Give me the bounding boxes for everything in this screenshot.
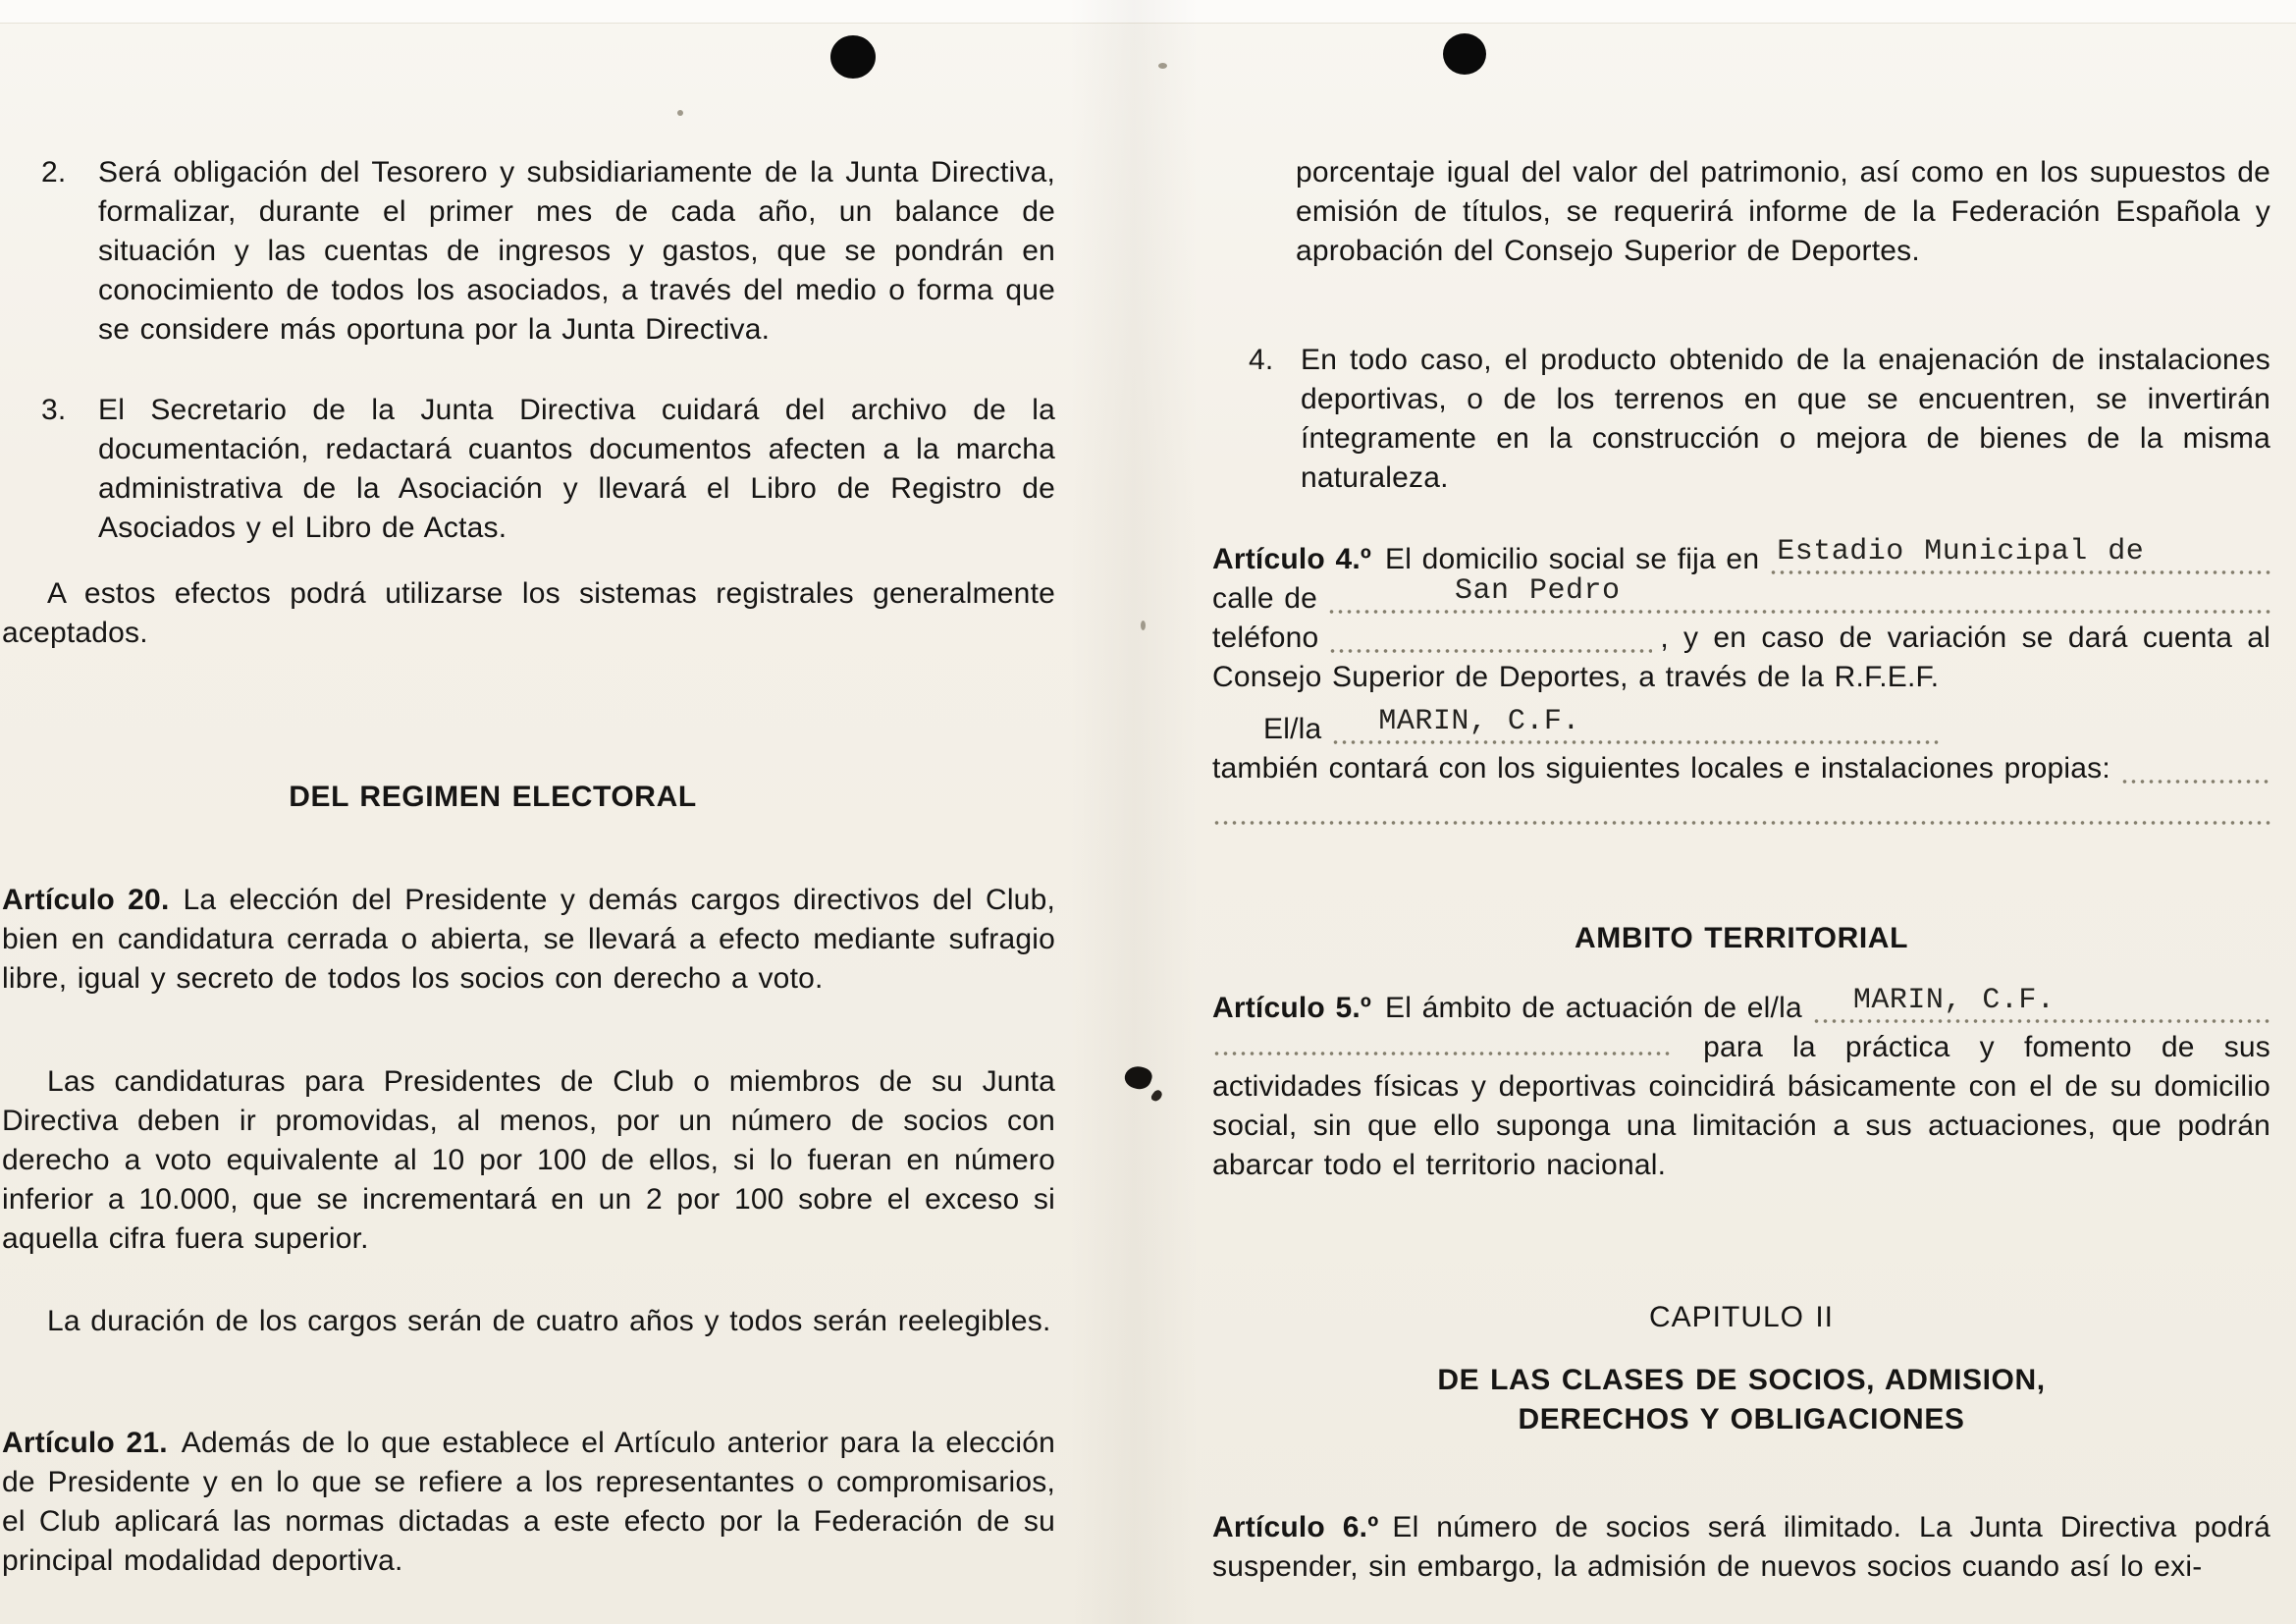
list-item-3-number: 3.	[41, 394, 67, 426]
typed-entidad: MARIN, C.F.	[1378, 705, 1580, 738]
paragraph-duracion-text: La duración de los cargos serán de cuatro años y todos serán reelegibles.	[47, 1305, 1051, 1337]
fill-field-ambito-entidad	[1812, 984, 2270, 1024]
articulo-5	[1212, 984, 2270, 1185]
scan-speck	[1158, 63, 1167, 69]
fill-field-entidad	[1331, 705, 1940, 745]
articulo-4-text: El domicilio social se fija en	[1385, 543, 1760, 575]
paragraph-candidaturas-text: Las candidaturas para Presidentes de Club o miembros de su Junta Directiva deben ir promovidas, al menos, por un número de socios con derecho a voto equivalente al 10 por 100 de ellos, si lo fueran en número inferior a 10.000, que se incrementará en un 2 por 100 sobre el exceso si aquella cifra fuera superior.	[2, 1065, 1055, 1255]
list-item-2-number: 2.	[41, 156, 67, 189]
list-item-3	[2, 391, 1055, 548]
articulo-4-line1	[1212, 535, 2270, 579]
articulo-21	[2, 1424, 1055, 1581]
heading-capitulo-2: CAPITULO II	[1648, 1301, 1835, 1333]
articulo-4-label: Artículo 4.º	[1212, 543, 1372, 575]
heading-regimen-electoral: DEL REGIMEN ELECTORAL	[289, 781, 697, 813]
fill-field-domicilio	[1769, 535, 2270, 575]
articulo-6-text: El número de socios será ilimitado. La Junta Directiva podrá suspender, sin embargo, la admisión de nuevos socios cuando así lo exi-	[1212, 1511, 2270, 1583]
paragraph-registros-text: A estos efectos podrá utilizarse los sistemas registrales generalmente aceptados.	[2, 577, 1055, 649]
heading-socios	[1212, 1361, 2270, 1439]
articulo-5-line1	[1212, 984, 2270, 1028]
articulo-5-label: Artículo 5.º	[1212, 992, 1372, 1024]
articulo-6-label: Artículo 6.º	[1212, 1511, 1379, 1543]
column-gutter-shade	[1070, 0, 1198, 1624]
paragraph-registros	[2, 574, 1055, 653]
hole-punch-right	[1443, 33, 1486, 75]
typed-ambito-entidad: MARIN, C.F.	[1852, 984, 2056, 1017]
articulo-20-label: Artículo 20.	[2, 884, 170, 916]
articulo-4-line3	[1212, 619, 2270, 658]
paragraph-duracion	[2, 1302, 1055, 1341]
list-item-4-number: 4.	[1249, 344, 1274, 376]
entidad-text: también contará con los siguientes locales e instalaciones propias:	[1212, 752, 2110, 785]
list-item-2	[2, 153, 1055, 350]
paragraph-candidaturas	[2, 1062, 1055, 1259]
articulo-4-line4-text: Consejo Superior de Deportes, a través de la R.F.E.F.	[1212, 661, 1940, 693]
articulo-4-line2	[1212, 574, 2270, 619]
articulo-5-text: El ámbito de actuación de el/la	[1385, 992, 1802, 1024]
articulo-5-body	[1212, 1028, 2270, 1185]
fill-field-locales-line	[1212, 788, 2270, 826]
entidad-label: El/la	[1263, 713, 1322, 745]
entidad-line2	[1212, 749, 2270, 788]
fill-field-telefono	[1328, 621, 1652, 654]
list-item-3-text: El Secretario de la Junta Directiva cuidará del archivo de la documentación, redactará cuantos documentos afecten a la marcha administrativa de la Asociación y llevará el Libro de Registro de Asociados y el Libro de Actas.	[98, 394, 1055, 544]
entidad-block	[1212, 705, 2270, 826]
list-item-2-text: Será obligación del Tesorero y subsidiariamente de la Junta Directiva, formalizar, durante el primer mes de cada año, un balance de situación y las cuentas de ingresos y gastos, que se pondrán en conocimiento de todos los asociados, a través del medio o forma que se considere más oportuna por la Junta Directiva.	[98, 156, 1055, 346]
articulo-4	[1212, 535, 2270, 697]
paragraph-porcentaje-text: porcentaje igual del valor del patrimonio, así como en los supuestos de emisión de títulos, se requerirá informe de la Federación Española y aprobación del Consejo Superior de Deportes.	[1296, 156, 2270, 267]
fill-field-calle	[1327, 574, 2270, 615]
heading-socios-line1: DE LAS CLASES DE SOCIOS, ADMISION,	[1437, 1364, 2046, 1396]
list-item-4	[1212, 341, 2270, 498]
fill-field-ambito-blank	[1212, 1045, 1674, 1056]
scan-speck	[1141, 621, 1146, 630]
paragraph-porcentaje	[1296, 153, 2270, 271]
articulo-5-text-after: para la práctica y fomento de sus actividades físicas y deportivas coincidirá básicamente con el de su domicilio social, sin que ello suponga una limitación a sus actuaciones, que podrán abarcar todo el territorio nacional.	[1212, 1031, 2270, 1181]
articulo-20	[2, 881, 1055, 999]
telefono-label: teléfono	[1212, 622, 1319, 654]
scan-speck	[677, 110, 683, 116]
entidad-line1	[1212, 705, 2270, 749]
articulo-6	[1212, 1508, 2270, 1587]
heading-ambito-territorial: AMBITO TERRITORIAL	[1574, 922, 1909, 954]
articulo-20-text: La elección del Presidente y demás cargos directivos del Club, bien en candidatura cerrada o abierta, se llevará a efecto mediante sufragio libre, igual y secreto de todos los socios con derecho a voto.	[2, 884, 1055, 995]
fill-field-locales-end	[2120, 751, 2270, 785]
typed-calle: San Pedro	[1455, 574, 1621, 608]
heading-socios-line2: DERECHOS Y OBLIGACIONES	[1518, 1403, 1965, 1435]
calle-label: calle de	[1212, 582, 1318, 615]
articulo-21-text: Además de lo que establece el Artículo anterior para la elección de Presidente y en lo que se refiere a los representantes o compromisarios, el Club aplicará las normas dictadas a este efecto por la Federación de su principal modalidad deportiva.	[2, 1427, 1055, 1577]
hole-punch-left	[830, 35, 876, 79]
list-item-4-text: En todo caso, el producto obtenido de la enajenación de instalaciones deportivas, o de los terrenos en que se encuentren, se invertirán íntegramente en la construcción o mejora de bienes de la misma naturaleza.	[1301, 344, 2270, 494]
articulo-21-label: Artículo 21.	[2, 1427, 168, 1459]
typed-domicilio: Estadio Municipal de	[1777, 535, 2145, 568]
articulo-4-line3-text: , y en caso de variación se dará cuenta al	[1660, 622, 2270, 654]
